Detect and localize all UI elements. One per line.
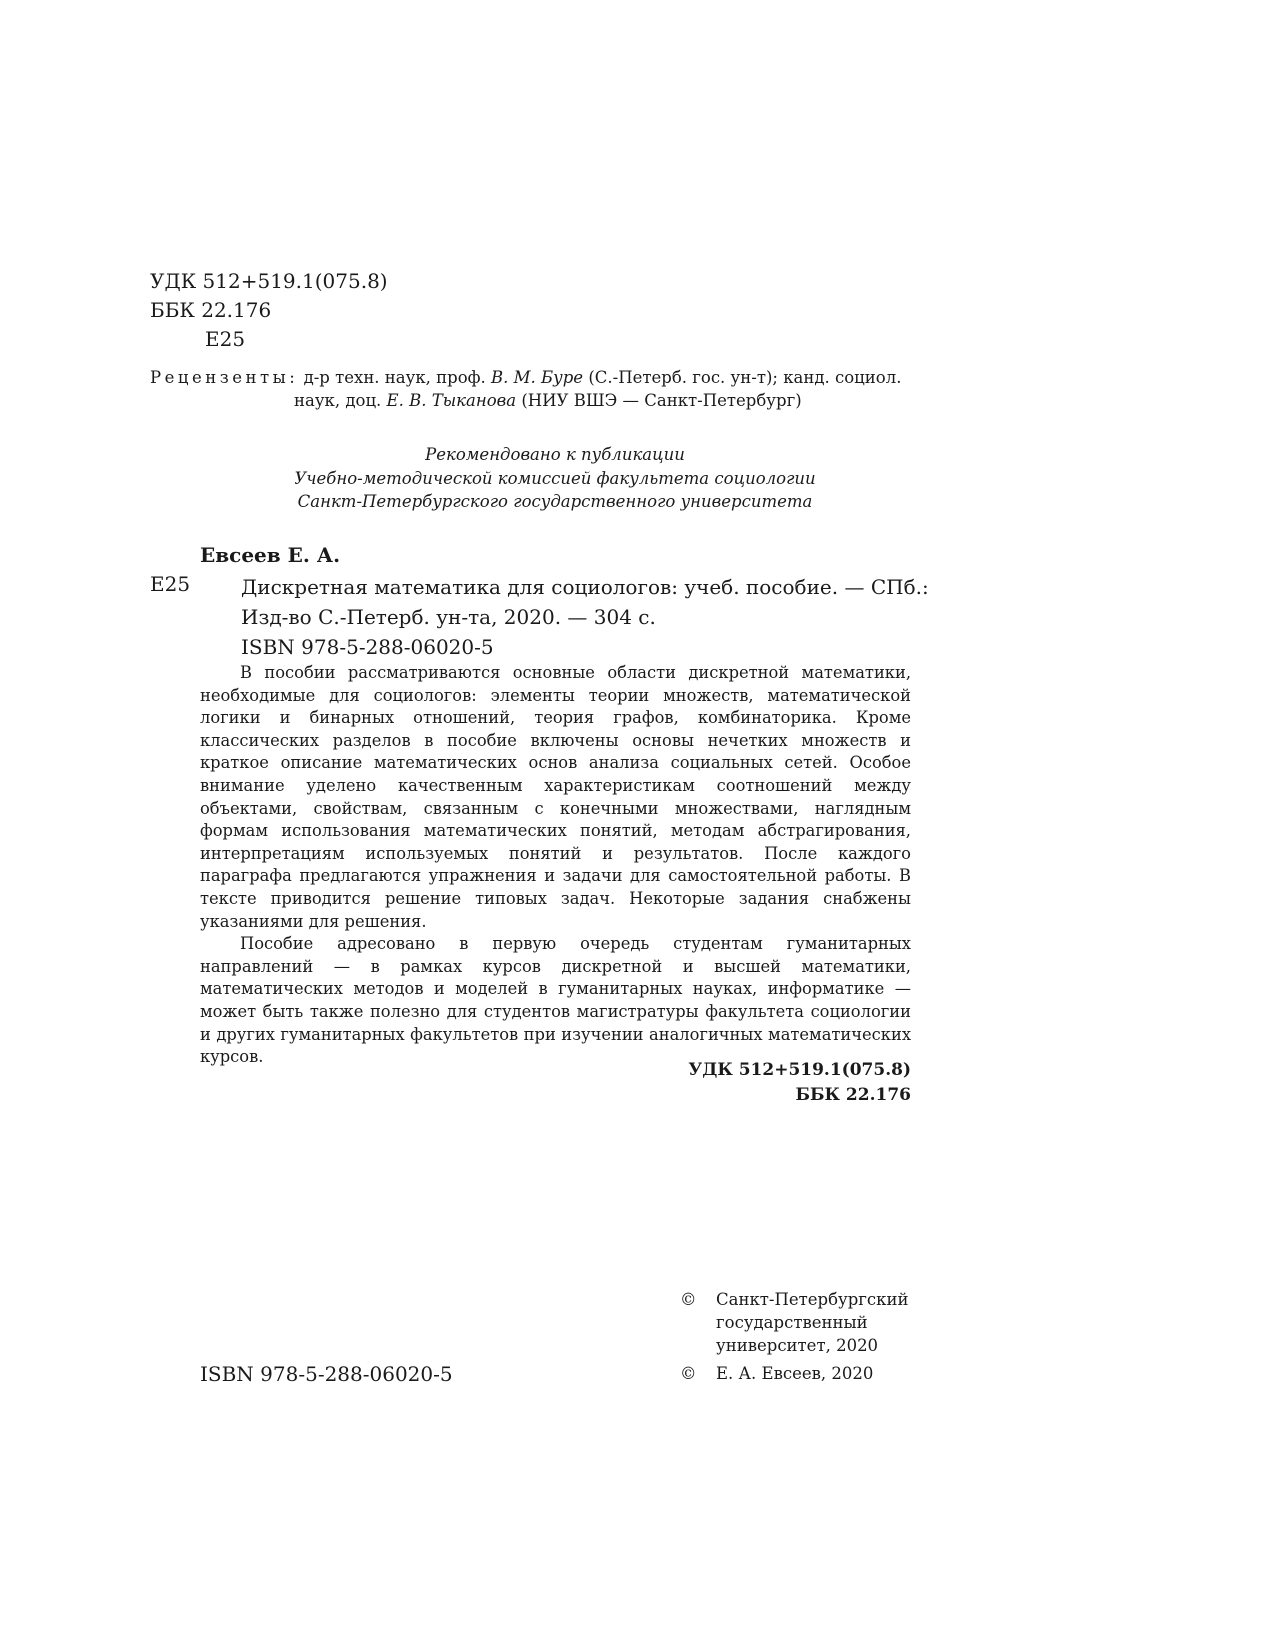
- copyright-icon: ©: [680, 1364, 697, 1383]
- entry-publisher-line: Изд-во С.-Петерб. ун-та, 2020. — 304 с.: [241, 605, 656, 629]
- author-name: Евсеев Е. А.: [200, 543, 341, 567]
- udk-code-bottom: УДК 512+519.1(075.8): [688, 1060, 911, 1080]
- udk-code: УДК 512+519.1(075.8): [150, 269, 388, 293]
- abstract-paragraph-1: В пособии рассматриваются основные области дискретной математики, необходимые для социологов: элементы теории множеств, математической логики и бинарных отношений, теория графов, комбинаторика. Кроме классических разделов в пособие включены основы нечетких множеств и краткое описание математических основ анализа социальных сетей. Особое внимание уделено качественным характеристикам соотношений между объектами, свойствам, связанным с конечными множествами, наглядным формам использования математических понятий, методам абстрагирования, интерпретациям используемых понятий и результатов. После каждого параграфа предлагаются упражнения и задачи для самостоятельной работы. В тексте приводится решение типовых задач. Некоторые задания снабжены указаниями для решения.: [200, 663, 911, 931]
- abstract: [200, 662, 911, 1069]
- copyright-icon: ©: [680, 1290, 697, 1309]
- entry-title-line: Дискретная математика для социологов: учеб. пособие. — СПб.:: [241, 575, 929, 599]
- recommendation-line-2: Учебно-методической комиссией факультета социологии: [294, 468, 816, 488]
- copyright-author: [680, 1362, 920, 1387]
- entry-author-mark: Е25: [150, 572, 191, 596]
- recommendation-block: [200, 443, 910, 514]
- copyright-author-text: Е. А. Евсеев, 2020: [716, 1364, 874, 1383]
- reviewers-block: [150, 366, 910, 412]
- bibliographic-entry: [241, 572, 929, 662]
- reviewers-text-1a: д-р техн. наук, проф.: [298, 368, 492, 387]
- reviewers-text-2a: наук, доц.: [294, 391, 387, 410]
- reviewers-line-1: [150, 366, 910, 389]
- bbk-code: ББК 22.176: [150, 298, 272, 322]
- reviewers-text-1b: (С.-Петерб. гос. ун-т); канд. социол.: [583, 368, 902, 387]
- reviewer-1-name: В. М. Буре: [491, 368, 584, 387]
- author-mark: Е25: [205, 327, 246, 351]
- abstract-paragraph-2: Пособие адресовано в первую очередь студентам гуманитарных направлений — в рамках курсов дискретной и высшей математики, математических методов и моделей в гуманитарных науках, информатике — может быть также полезно для студентов магистратуры факультета социологии и других гуманитарных факультетов при изучении аналогичных математических курсов.: [200, 934, 911, 1067]
- copyright-university-text: Санкт-Петербургский государственный университет, 2020: [716, 1290, 909, 1355]
- reviewer-2-name: Е. В. Тыканова: [386, 391, 517, 410]
- reviewers-text-2b: (НИУ ВШЭ — Санкт-Петербург): [516, 391, 802, 410]
- isbn-footer: ISBN 978-5-288-06020-5: [200, 1362, 453, 1386]
- classification-bottom: [600, 1058, 911, 1108]
- reviewers-line-2: [150, 389, 910, 412]
- entry-isbn: ISBN 978-5-288-06020-5: [241, 635, 494, 659]
- recommendation-line-1: Рекомендовано к публикации: [425, 445, 685, 464]
- bbk-code-bottom: ББК 22.176: [795, 1085, 911, 1105]
- reviewers-label: Рецензенты:: [150, 368, 299, 387]
- recommendation-line-3: Санкт-Петербургского государственного университета: [297, 492, 813, 511]
- copyright-university: [680, 1288, 920, 1363]
